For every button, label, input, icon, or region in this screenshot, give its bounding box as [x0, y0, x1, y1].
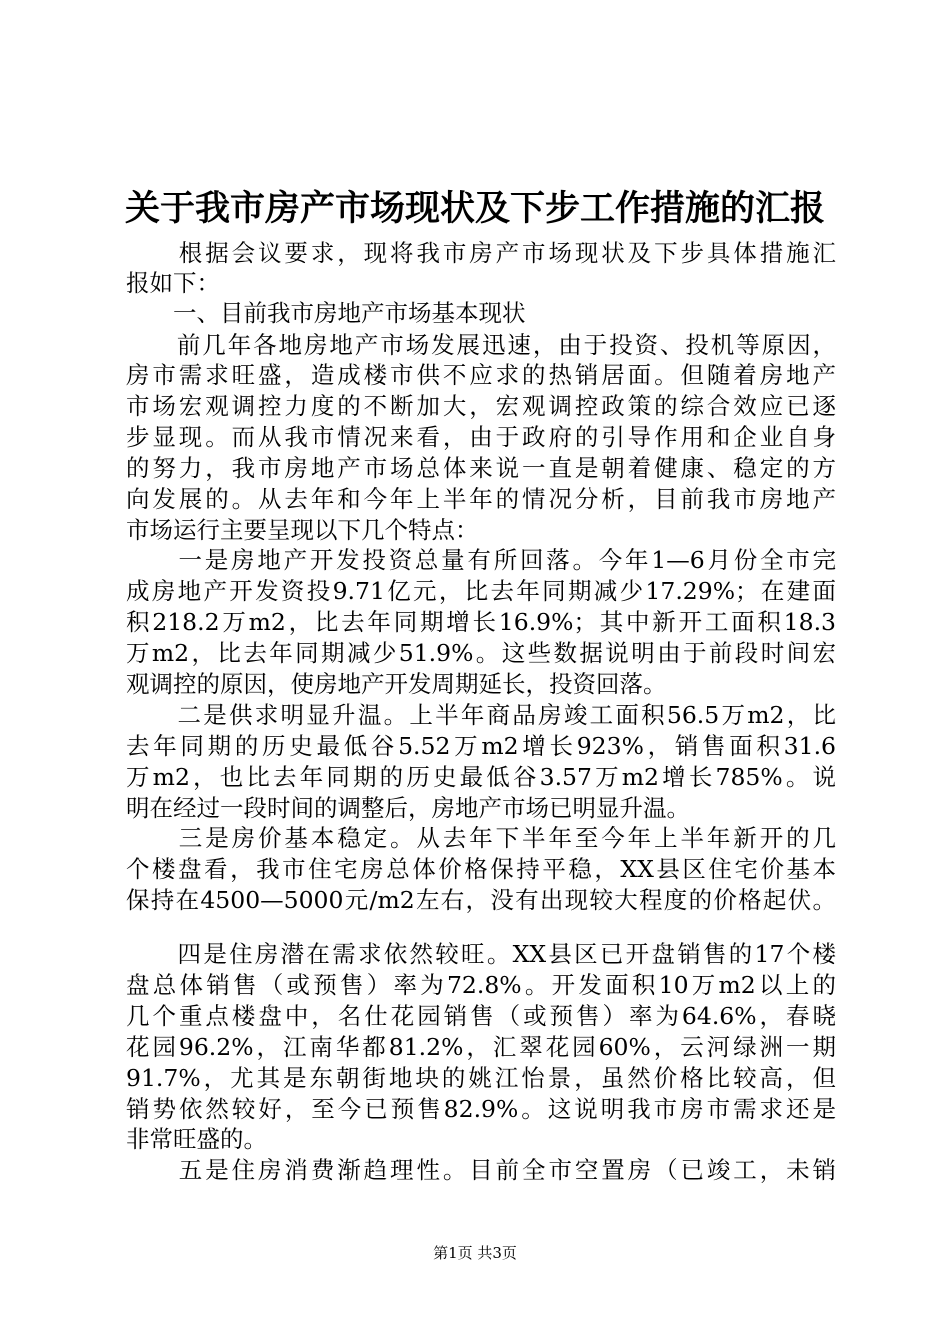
paragraph-line: 去年同期的历史最低谷5.52万m2增长923%，销售面积31.6 [126, 732, 836, 760]
paragraph-line: 五是住房消费渐趋理性。目前全市空置房（已竣工，未销 [126, 1156, 836, 1184]
paragraph-line: 91.7%，尤其是东朝街地块的姚江怡景，虽然价格比较高，但 [126, 1064, 836, 1092]
paragraph-line: 明在经过一段时间的调整后，房地产市场已明显升温。 [126, 794, 690, 822]
paragraph-line: 花园96.2%，江南华都81.2%，汇翠花园60%，云河绿洲一期 [126, 1033, 836, 1061]
document-title: 关于我市房产市场现状及下步工作措施的汇报 [124, 189, 825, 229]
section-heading: 一、目前我市房地产市场基本现状 [126, 299, 526, 327]
paragraph-line: 根据会议要求，现将我市房产市场现状及下步具体措施汇 [126, 239, 836, 267]
paragraph-line: 市场运行主要呈现以下几个特点： [126, 516, 479, 544]
paragraph-line: 销势依然较好，至今已预售82.9%。这说明我市房市需求还是 [126, 1095, 836, 1123]
paragraph-line: 向发展的。从去年和今年上半年的情况分析，目前我市房地产 [126, 485, 836, 513]
paragraph-line: 二是供求明显升温。上半年商品房竣工面积56.5万m2，比 [126, 701, 836, 729]
paragraph-line: 非常旺盛的。 [126, 1125, 267, 1153]
paragraph-line: 万m2，比去年同期减少51.9%。这些数据说明由于前段时间宏 [126, 639, 836, 667]
paragraph-line: 房市需求旺盛，造成楼市供不应求的热销居面。但随着房地产 [126, 361, 836, 389]
paragraph-line: 几个重点楼盘中，名仕花园销售（或预售）率为64.6%，春晓 [126, 1002, 836, 1030]
paragraph-line: 的努力，我市房地产市场总体来说一直是朝着健康、稳定的方 [126, 454, 836, 482]
paragraph-line: 积218.2万m2，比去年同期增长16.9%；其中新开工面积18.3 [126, 608, 836, 636]
paragraph-line: 一是房地产开发投资总量有所回落。今年1—6月份全市完 [126, 546, 836, 574]
paragraph-line: 市场宏观调控力度的不断加大，宏观调控政策的综合效应已逐 [126, 392, 836, 420]
page-footer: 第1页 共3页 [433, 1244, 517, 1262]
paragraph-line: 观调控的原因，使房地产开发周期延长，投资回落。 [126, 670, 667, 698]
paragraph-line: 保持在4500—5000元/m2左右，没有出现较大程度的价格起伏。 [126, 886, 836, 914]
paragraph-line: 个楼盘看，我市住宅房总体价格保持平稳，XX县区住宅价基本 [126, 855, 836, 883]
paragraph-line: 三是房价基本稳定。从去年下半年至今年上半年新开的几 [126, 824, 836, 852]
paragraph-line: 前几年各地房地产市场发展迅速，由于投资、投机等原因， [126, 331, 836, 359]
paragraph-line: 万m2，也比去年同期的历史最低谷3.57万m2增长785%。说 [126, 763, 836, 791]
paragraph-line: 四是住房潜在需求依然较旺。XX县区已开盘销售的17个楼 [126, 940, 836, 968]
paragraph-line: 成房地产开发资投9.71亿元，比去年同期减少17.29%；在建面 [126, 577, 836, 605]
paragraph-line: 盘总体销售（或预售）率为72.8%。开发面积10万m2以上的 [126, 971, 836, 999]
paragraph-line: 报如下： [126, 269, 220, 297]
paragraph-line: 步显现。而从我市情况来看，由于政府的引导作用和企业自身 [126, 423, 836, 451]
